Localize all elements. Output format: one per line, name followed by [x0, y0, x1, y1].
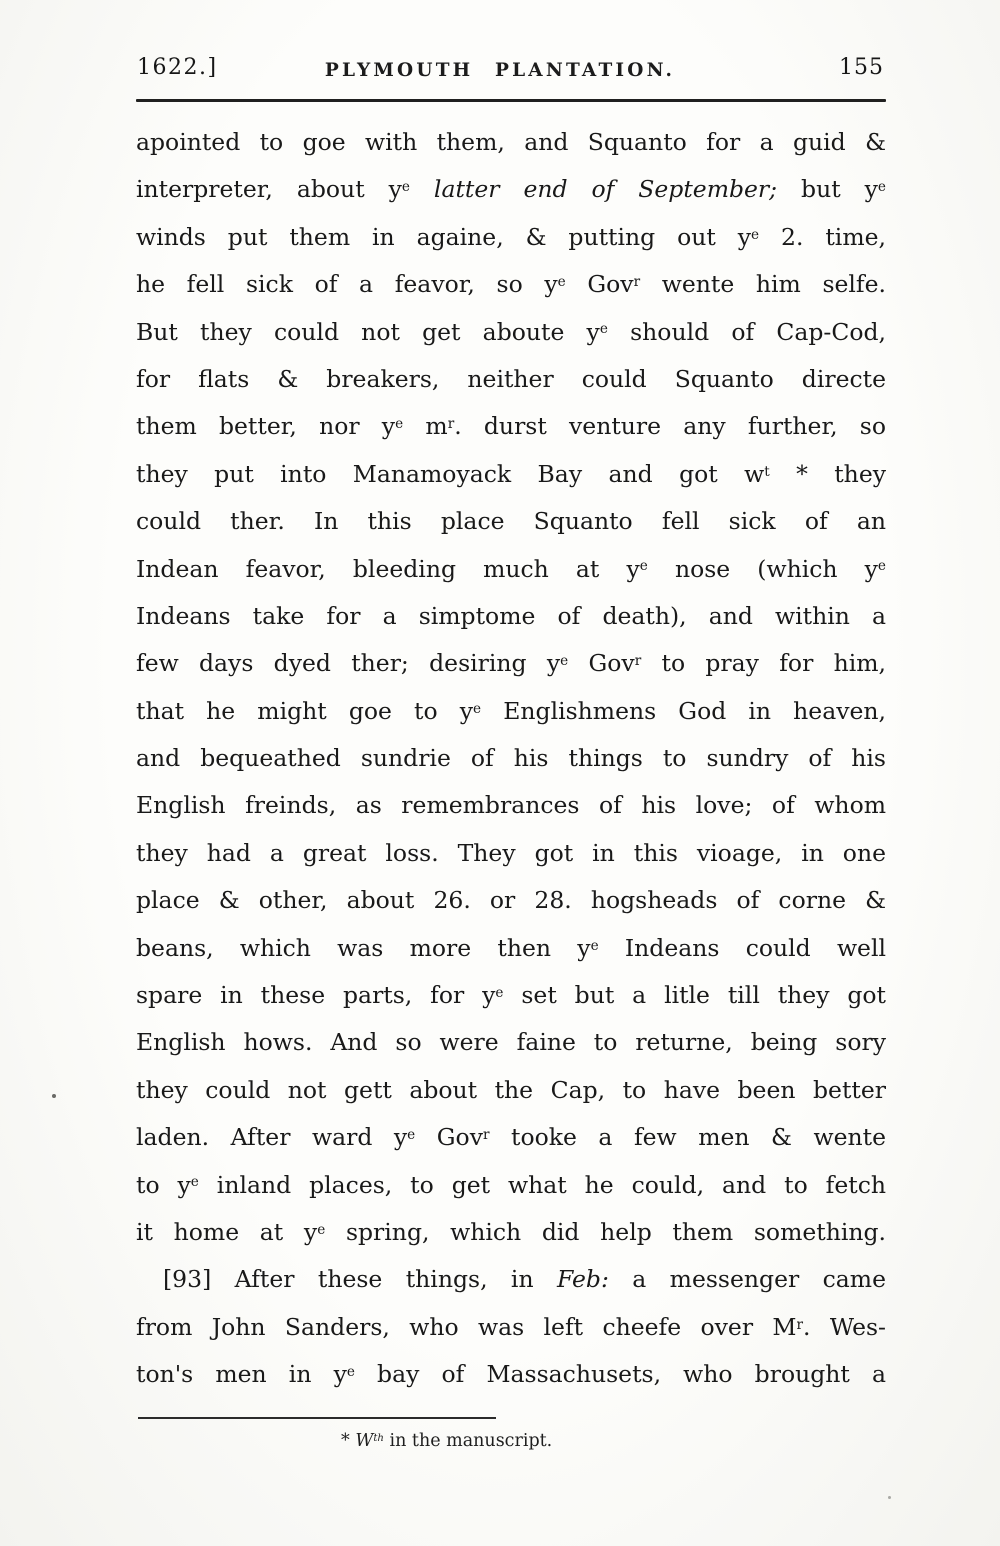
text-line: winds put them in againe, & putting out $y^e$ 2. time,	[136, 222, 886, 251]
text-line: English hows. And so were faine to returne, being sory	[136, 1028, 886, 1057]
text-line: they could not gett about the Cap, to have been better	[136, 1075, 886, 1104]
header-running-title: PLYMOUTH PLANTATION.	[324, 60, 676, 81]
footnote-rule	[138, 1417, 496, 1419]
scan-speck	[52, 1094, 56, 1098]
text-line: Indean feavor, bleeding much at $y^e$ nose (which $y^e$	[136, 554, 886, 583]
text-line: laden. After ward $y^e$ Gov$^r$ tooke a few men & wente	[136, 1123, 886, 1152]
text-line: they put into Manamoyack Bay and got $w^t$ * they	[136, 459, 887, 488]
header-rule	[136, 99, 886, 102]
text-line: could ther. In this place Squanto fell sick of an	[136, 507, 886, 536]
text-line: they had a great loss. They got in this vioage, in one	[136, 838, 886, 867]
text-line: he fell sick of a feavor, so $y^e$ Gov$^r$ wente him selfe.	[136, 270, 886, 299]
scan-speck	[888, 1496, 891, 1499]
text-line: beans, which was more then $y^e$ Indeans could well	[136, 933, 886, 962]
header-year: 1622.]	[137, 55, 218, 80]
text-line: interpreter, about $y^e$ latter end of September; but $y^e$	[136, 175, 886, 204]
text-line: place & other, about 26. or 28. hogsheads of corne &	[136, 886, 886, 915]
body-text	[136, 119, 886, 1399]
text-line: apointed to goe with them, and Squanto for a guid &	[136, 128, 886, 156]
header-page-number: 155	[839, 55, 884, 80]
text-line: for flats & breakers, neither could Squanto directe	[136, 364, 886, 393]
text-line: them better, nor $y^e$ $m^r$. durst venture any further, so	[136, 412, 887, 441]
footnote: * $W^{th}$ in the manuscript.	[341, 1431, 553, 1451]
text-line: it home at $y^e$ spring, which did help them something.	[136, 1217, 887, 1246]
text-line: and bequeathed sundrie of his things to sundry of his	[136, 744, 886, 773]
text-line: to $y^e$ inland places, to get what he could, and to fetch	[136, 1170, 886, 1199]
text-line: [93] After these things, in Feb: a messenger came	[163, 1265, 886, 1294]
text-line: that he might goe to $y^e$ Englishmens God in heaven,	[136, 696, 886, 725]
text-line: from John Sanders, who was left cheefe over $M^r$. Wes-	[136, 1312, 886, 1341]
text-line: ton's men in $y^e$ bay of Massachusets, who brought a	[136, 1360, 886, 1389]
text-line: Indeans take for a simptome of death), and within a	[136, 601, 886, 630]
text-line: spare in these parts, for $y^e$ set but a litle till they got	[136, 981, 887, 1010]
text-line: English freinds, as remembrances of his love; of whom	[136, 791, 886, 820]
text-line: But they could not get aboute $y^e$ should of Cap-Cod,	[136, 317, 886, 346]
text-line: few days dyed ther; desiring $y^e$ Gov$^r$ to pray for him,	[136, 649, 886, 678]
